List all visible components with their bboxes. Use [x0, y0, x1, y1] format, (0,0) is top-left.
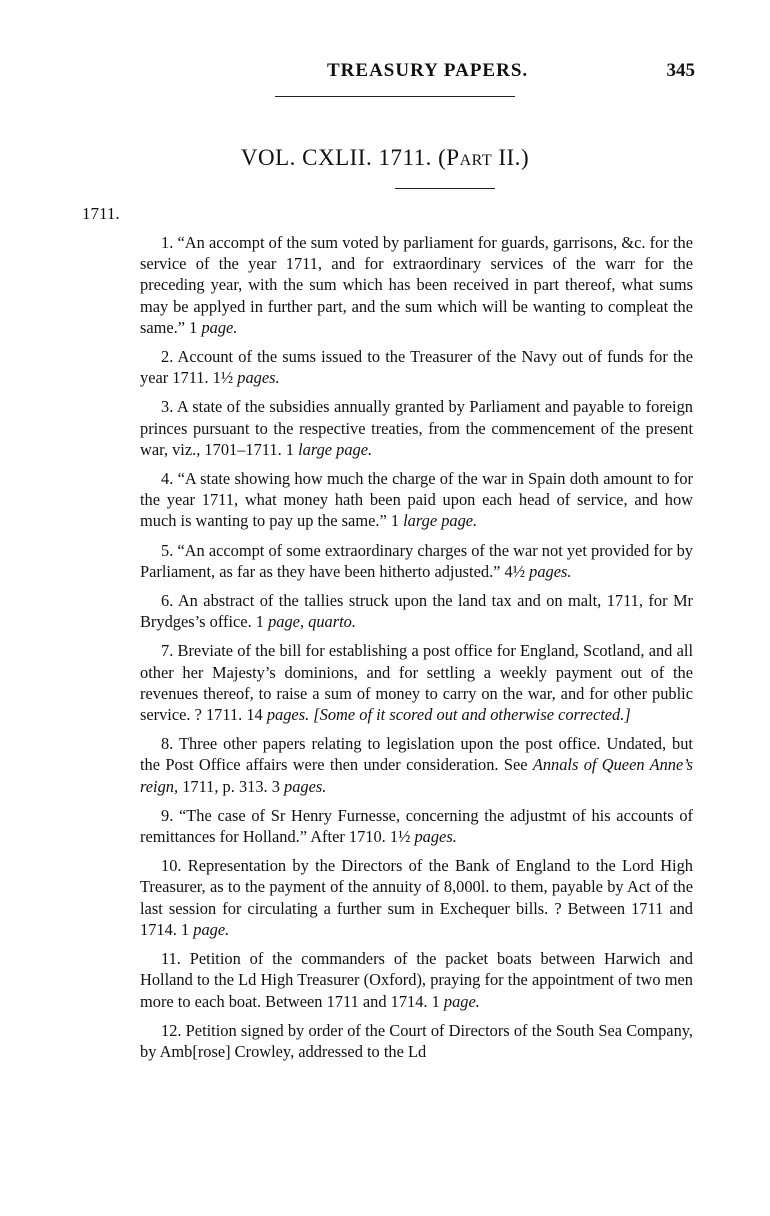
entry-1: [140, 232, 693, 338]
entry-text: 11. Petition of the commanders of the packet boats between Harwich and Holland to the Ld High Treasurer (Oxford), praying for the appointment of two men more to each boat. Between 1711 and 1714. 1: [140, 949, 693, 1011]
entry-extent: pages.: [237, 368, 280, 388]
entry-2: [140, 346, 693, 388]
entry-tail: 1711, p. 313. 3: [178, 776, 285, 796]
entry-extent: page.: [201, 317, 238, 337]
entry-text: 9. “The case of Sr Henry Furnesse, concerning the adjustmt of his accounts of remittances for Holland.” After 1710. 1½: [140, 805, 693, 847]
entry-6: [140, 590, 693, 632]
entry-text: 8. Three other papers relating to legislation upon the post office. Undated, but the Post Office affairs were then under consideration. See: [140, 734, 693, 775]
entry-9: [140, 805, 693, 847]
margin-year: 1711.: [82, 204, 120, 223]
entry-text: 5. “An accompt of some extraordinary charges of the war not yet provided for by Parliament, as far as they have been hitherto adjusted.” 4½: [140, 540, 693, 581]
entry-text: 10. Representation by the Directors of the Bank of England to the Lord High Treasurer, as to the payment of the annuity of 8,000l. to them, payable by Act of the last session for circulating a further sum in Exchequer bills. ? Between 1711 and 1714. 1: [140, 856, 693, 939]
entry-note: [Some of it scored out and otherwise corrected.]: [309, 705, 631, 725]
entry-text: 4. “A state showing how much the charge of the war in Spain doth amount to for the year 1711, what money hath been paid upon each head of service, and how much is wanting to pay up the same.” 1: [140, 469, 693, 531]
entry-5: [140, 540, 693, 582]
entry-text: 2. Account of the sums issued to the Treasurer of the Navy out of funds for the year 1711. 1½: [140, 347, 693, 388]
entry-extent: pages.: [266, 705, 310, 725]
entry-text: 6. An abstract of the tallies struck upon the land tax and on malt, 1711, for Mr Brydges’s office. 1: [140, 591, 693, 632]
entry-extent: pages.: [414, 827, 457, 847]
entry-extent: page, quarto.: [268, 612, 356, 632]
header-rule: [275, 96, 515, 97]
heading-rule: [395, 188, 495, 189]
entry-4: [140, 468, 693, 532]
entry-extent: pages.: [529, 561, 572, 581]
entry-extent: page.: [193, 919, 230, 939]
volume-heading-close: ): [520, 145, 530, 170]
page-number: 345: [666, 60, 695, 81]
entry-extent: page.: [443, 991, 480, 1011]
running-header: [275, 60, 695, 90]
entry-11: [140, 948, 693, 1012]
entry-10: [140, 855, 693, 940]
entry-12: [140, 1020, 693, 1062]
entry-citation: Annals of Queen Anne’s reign,: [140, 755, 693, 796]
volume-heading-main: VOL. CXLII. 1711. (: [240, 145, 447, 170]
entry-text: 7. Breviate of the bill for establishing a post office for England, Scotland, and all other her Majesty’s dominions, and for settling a weekly payment out of the revenues thereof, to raise a sum of money to carry on the war, and for other public service. ? 1711. 14: [140, 641, 693, 725]
entry-text: 3. A state of the subsidies annually granted by Parliament and payable to foreign princes pursuant to the respective treaties, from the commencement of the present war, viz., 1701–1711. 1: [140, 397, 693, 459]
entry-extent: large page.: [298, 439, 373, 459]
volume-heading: [0, 145, 770, 171]
entry-text: 12. Petition signed by order of the Court of Directors of the South Sea Company, by Amb[rose] Crowley, addressed to the Ld: [140, 1020, 693, 1061]
entry-3: [140, 396, 693, 460]
entry-list: [140, 232, 693, 1070]
entry-extent: pages.: [284, 776, 327, 796]
entry-extent: large page.: [403, 511, 478, 531]
volume-heading-part: Part II.: [446, 145, 521, 170]
entry-8: [140, 733, 693, 797]
entry-7: [140, 640, 693, 725]
running-title: TREASURY PAPERS.: [327, 60, 529, 81]
entry-text: 1. “An accompt of the sum voted by parliament for guards, garrisons, &c. for the service of the year 1711, and for extraordinary services of the warr for the preceding year, with the sum which has been received in part thereof, what sums may be applyed in further part, and the sum which will be wanting to compleat the same.” 1: [140, 233, 693, 337]
